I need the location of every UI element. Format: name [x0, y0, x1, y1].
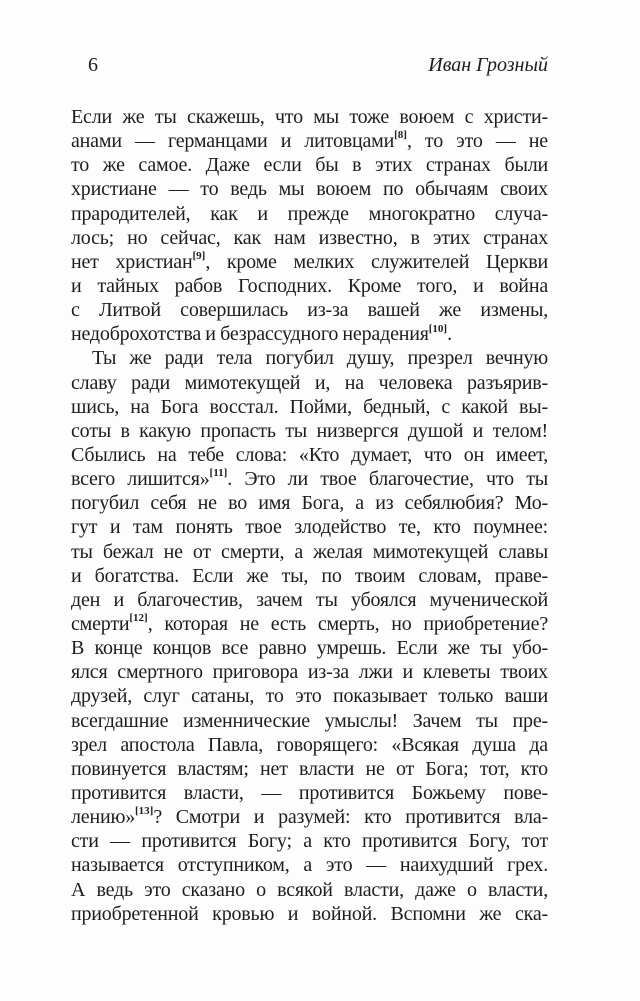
footnote-ref[interactable]: [9] [192, 250, 206, 263]
text-line: славу ради мимотекущей и, на человека разъярив- [71, 371, 548, 394]
text-line: соты в какую пропасть ты низвергся душой и телом! [71, 419, 548, 442]
text-line: ден и благочестив, зачем ты убоялся мученической [71, 588, 548, 611]
text-line: ты бежал не от смерти, а желая мимотекущей славы [71, 540, 548, 563]
text-line: лению»[13]? Смотри и разумей: кто противится вла- [71, 805, 548, 829]
paragraph [71, 346, 548, 925]
footnote-ref[interactable]: [13] [135, 805, 154, 818]
text-line: Ты же ради тела погубил душу, презрел вечную [92, 347, 548, 370]
text-line: ялся смертного приговора из-за лжи и клеветы твоих [71, 661, 548, 684]
text-line: друзей, слуг сатаны, то это показывает только ваши [71, 685, 548, 708]
footnote-ref[interactable]: [11] [209, 467, 228, 480]
text-line: анами — германцами и литовцами[8], то это — не [71, 129, 548, 153]
text-line: называется отступником, а это — наихудший грех. [71, 854, 548, 877]
text-line: Если же ты скажешь, что мы тоже воюем с христи- [71, 106, 548, 128]
text-line: прародителей, как и прежде многократно случа- [71, 202, 548, 225]
text-line: Сбылись на тебе слова: «Кто думает, что он имеет, [71, 443, 548, 466]
footnote-ref[interactable]: [12] [129, 612, 148, 625]
text-line: смерти[12], которая не есть смерть, но приобретение? [71, 612, 548, 635]
text-line: А ведь это сказано о всякой власти, даже о власти, [71, 878, 548, 901]
page-number: 6 [88, 54, 98, 76]
text-line: зрел апостола Павла, говорящего: «Всякая душа да [71, 733, 548, 756]
text-line: с Литвой совершилась из-за вашей же измены, [71, 299, 548, 322]
text-line: повинуется властям; нет власти не от Бога; тот, кто [71, 757, 548, 780]
text-line: противится власти, — противится Божьему пове- [71, 781, 548, 804]
text-line: лось; но сейчас, как нам известно, в этих странах [71, 226, 548, 249]
text-block [71, 105, 548, 926]
footnote-ref[interactable]: [10] [428, 322, 448, 335]
text-line: недоброхотства и безрассудного нерадения[10]. [71, 322, 452, 346]
text-line: христиане — то ведь мы воюем по обычаям своих [71, 178, 548, 201]
text-line: и богатства. Если же ты, по твоим словам, праве- [71, 564, 548, 587]
text-line: гут и там понять твое злодейство те, кто поумнее: [71, 516, 548, 539]
text-line: погубил себя не во имя Бога, а из себялюбия? Мо- [71, 492, 548, 515]
text-line: и тайных рабов Господних. Кроме того, и война [71, 274, 548, 297]
paragraph [71, 105, 548, 346]
text-line: всего лишится»[11]. Это ли твое благочестие, что ты [71, 467, 548, 491]
text-line: нет христиан[9], кроме мелких служителей Церкви [71, 250, 548, 273]
text-line: В конце концов все равно умрешь. Если же ты убо- [71, 637, 548, 660]
running-header [71, 52, 548, 78]
text-line: приобретенной кровью и войной. Вспомни же ска- [71, 902, 548, 925]
text-line: всегдашние изменнические умыслы! Зачем ты пре- [71, 709, 548, 732]
text-line: то же самое. Даже если бы в этих странах были [71, 154, 548, 177]
text-line: шись, на Бога восстал. Пойми, бедный, с какой вы- [71, 395, 548, 418]
text-line: сти — противится Богу; а кто противится Богу, тот [71, 830, 548, 853]
footnote-ref[interactable]: [8] [394, 129, 407, 142]
running-title: Иван Грозный [428, 54, 548, 76]
